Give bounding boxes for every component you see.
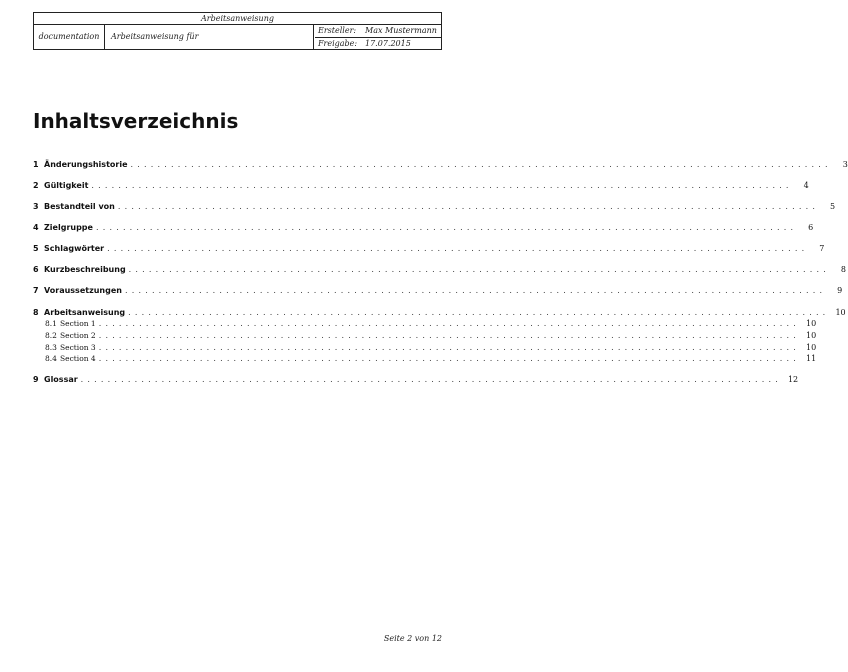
- toc-leader-dots: ........................................................................................................: [98, 319, 800, 328]
- toc-entry-page: 6: [808, 223, 814, 232]
- toc-subentry-number: 8.1: [45, 319, 57, 328]
- header-row: [34, 25, 441, 49]
- toc-entry-page: 4: [803, 181, 809, 190]
- toc-entry-label: Glossar: [44, 375, 78, 384]
- toc-leader-dots: ........................................................................................................: [98, 343, 800, 352]
- toc-leader-dots: ........................................................................................................: [124, 286, 827, 295]
- toc-entry-page: 8: [840, 265, 846, 274]
- toc-subentry-page: 10: [805, 343, 817, 352]
- toc-entry[interactable]: [33, 284, 843, 297]
- toc-leader-dots: ........................................................................................................: [98, 331, 800, 340]
- toc-entry[interactable]: [33, 242, 825, 255]
- toc-subentry-page: 10: [805, 331, 817, 340]
- toc-leader-dots: ........................................................................................................: [98, 354, 800, 363]
- header-table: [33, 12, 442, 50]
- toc-entry-page: 10: [835, 308, 846, 317]
- header-title: Arbeitsanweisung: [34, 13, 441, 25]
- header-release-date: 17.07.2015: [365, 39, 411, 48]
- header-release-row: [315, 38, 441, 50]
- header-subject: Arbeitsanweisung für: [105, 25, 314, 49]
- toc-entry-label: Kurzbeschreibung: [44, 265, 126, 274]
- toc-leader-dots: ........................................................................................................: [91, 181, 793, 190]
- toc-entry[interactable]: [33, 263, 846, 276]
- toc-leader-dots: ........................................................................................................: [128, 265, 830, 274]
- toc-entry-page: 12: [787, 375, 799, 384]
- toc-leader-dots: ........................................................................................................: [95, 223, 798, 232]
- toc-subentry-number: 8.4: [45, 354, 57, 363]
- toc-entry-page: 5: [830, 202, 836, 211]
- toc-leader-dots: ........................................................................................................: [130, 160, 832, 169]
- toc-subentry[interactable]: [45, 330, 817, 341]
- toc-subentry-label: Section 3: [60, 343, 96, 352]
- toc-leader-dots: ........................................................................................................: [80, 375, 782, 384]
- toc-leader-dots: ........................................................................................................: [117, 202, 820, 211]
- toc-entry-number: 9: [33, 375, 39, 384]
- page-footer: Seite 2 von 12: [383, 634, 442, 643]
- toc-subentry-label: Section 4: [60, 354, 96, 363]
- toc-entry[interactable]: [33, 200, 836, 213]
- toc-subentry-number: 8.2: [45, 331, 57, 340]
- toc-entry-label: Bestandteil von: [44, 202, 115, 211]
- toc-entry-number: 8: [33, 308, 39, 317]
- toc-entry[interactable]: [33, 158, 848, 171]
- toc-entry-label: Voraussetzungen: [44, 286, 122, 295]
- header-author: Max Mustermann: [365, 26, 437, 35]
- header-release-label: Freigabe:: [318, 39, 358, 48]
- toc-entry-number: 6: [33, 265, 39, 274]
- toc-subentry-number: 8.3: [45, 343, 57, 352]
- toc-entry-label: Änderungshistorie: [44, 160, 128, 169]
- toc-leader-dots: ........................................................................................................: [107, 244, 809, 253]
- toc-subentry-label: Section 2: [60, 331, 96, 340]
- toc-subentry-label: Section 1: [60, 319, 96, 328]
- toc-entry-page: 7: [819, 244, 825, 253]
- toc-entry-number: 1: [33, 160, 39, 169]
- toc-entry-number: 4: [33, 223, 39, 232]
- toc-entry-number: 2: [33, 181, 39, 190]
- toc-leader-dots: ........................................................................................................: [128, 308, 830, 317]
- toc-entry-label: Schlagwörter: [44, 244, 105, 253]
- toc-subentry[interactable]: [45, 353, 817, 364]
- header-author-label: Ersteller:: [318, 26, 357, 35]
- toc-entry-number: 3: [33, 202, 39, 211]
- toc-entry-number: 5: [33, 244, 39, 253]
- header-category: documentation: [34, 25, 105, 49]
- toc-entry-number: 7: [33, 286, 39, 295]
- header-meta: [315, 25, 441, 49]
- toc-title: Inhaltsverzeichnis: [33, 109, 239, 133]
- toc-entry-label: Gültigkeit: [44, 181, 89, 190]
- toc-subentry-page: 10: [805, 319, 817, 328]
- toc-entry[interactable]: [33, 179, 809, 192]
- toc-entry-page: 9: [837, 286, 843, 295]
- toc-subentry[interactable]: [45, 342, 817, 353]
- toc-entry-page: 3: [842, 160, 848, 169]
- toc-entry[interactable]: [33, 221, 814, 234]
- toc-entry-label: Zielgruppe: [44, 223, 93, 232]
- toc-subentry-page: 11: [805, 354, 817, 363]
- toc-entry-label: Arbeitsanweisung: [44, 308, 126, 317]
- header-author-row: [315, 25, 441, 38]
- toc-entry[interactable]: [33, 373, 799, 386]
- toc-subentry[interactable]: [45, 318, 817, 329]
